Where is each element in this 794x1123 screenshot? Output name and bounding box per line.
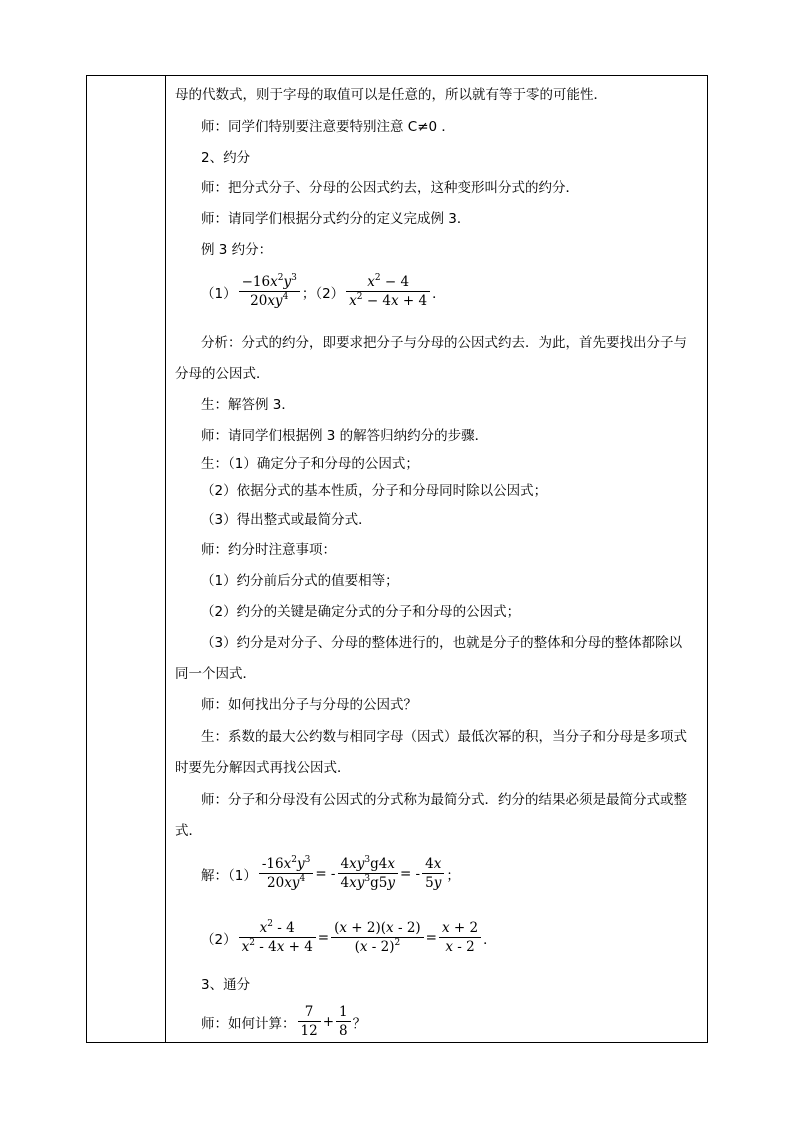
fraction: $\frac{-16x^2y^3}{20xy^4}$	[239, 274, 300, 309]
text-line: 同一个因式．	[175, 666, 256, 682]
lesson-table	[86, 75, 708, 1043]
text-line: 生：解答例 3．	[201, 397, 295, 413]
solution-1-formula: 解：（1） $\frac{-16x^2y^3}{20xy^4}$ = - $\frac{4xy^3g4x}{4xy^3g5y}$ = - $\frac{4x}{5y}$ ；	[201, 855, 460, 891]
text-line: 师：请同学们根据例 3 的解答归纳约分的步骤．	[201, 428, 489, 444]
text-line: 时要先分解因式再找公因式．	[175, 760, 351, 776]
fraction: $\frac{-16x^2y^3}{20xy^4}$	[259, 856, 313, 891]
text-line: 师：把分式分子、分母的公因式约去，这种变形叫分式的约分．	[201, 180, 579, 196]
item-number: （1）	[201, 285, 237, 302]
section-heading: 3、通分	[201, 977, 251, 993]
text-line: 式．	[175, 823, 202, 839]
punctuation: ？	[352, 1015, 367, 1032]
example-label: 例 3 约分：	[201, 242, 273, 258]
text-line: 生：系数的最大公约数与相同字母（因式）最低次幂的积，当分子和分母是多项式	[201, 729, 687, 745]
text-line: 师：如何找出分子与分母的公因式？	[201, 697, 417, 713]
example-3-formula	[201, 274, 446, 309]
fraction: $\frac{1}{8}$	[336, 1004, 351, 1039]
text-line: 母的代数式，则于字母的取值可以是任意的，所以就有等于零的可能性．	[175, 87, 607, 103]
item-number: （2）	[201, 931, 237, 948]
text-line: （2）依据分式的基本性质，分子和分母同时除以公因式；	[201, 483, 548, 499]
fraction: $\frac{4xy^3g4x}{4xy^3g5y}$	[338, 856, 398, 891]
table-left-column	[87, 76, 166, 1042]
text-line: 生：（1）确定分子和分母的公因式；	[201, 456, 419, 472]
punctuation: ；	[446, 867, 460, 884]
text-line: （3）得出整式或最简分式．	[201, 512, 372, 528]
text-line: 分母的公因式．	[175, 366, 270, 382]
fraction: $\frac{x^2 - 4}{x^2 - 4x + 4}$	[239, 920, 316, 955]
fraction: $\frac{x^2 - 4}{x^2 - 4x + 4}$	[346, 274, 430, 309]
text-line: 师：约分时注意事项：	[201, 542, 336, 558]
text-line: （3）约分是对分子、分母的整体进行的，也就是分子的整体和分母的整体都除以	[201, 635, 683, 651]
item-number: ；（2）	[301, 285, 345, 302]
fraction: $\frac{4x}{5y}$	[422, 856, 444, 891]
punctuation: ．	[432, 285, 446, 302]
text-line: 分析：分式的约分，即要求把分子与分母的公因式约去．为此，首先要找出分子与	[201, 335, 687, 351]
question-label: 师：如何计算：	[201, 1015, 296, 1032]
solution-2-formula: （2） $\frac{x^2 - 4}{x^2 - 4x + 4}$ = $\frac{(x + 2)(x - 2)}{(x - 2)^2}$ = $\frac{x + 2}{x - 2}$ ．	[201, 919, 497, 955]
text-line: 师：分子和分母没有公因式的分式称为最简分式．约分的结果必须是最简分式或整	[201, 792, 687, 808]
table-content-cell	[167, 76, 707, 1042]
punctuation: ．	[483, 931, 497, 948]
text-line: 师：请同学们根据分式约分的定义完成例 3．	[201, 211, 471, 227]
fraction: $\frac{7}{12}$	[298, 1004, 321, 1039]
text-line: （1）约分前后分式的值要相等；	[201, 573, 399, 589]
solution-label: 解：（1）	[201, 867, 257, 884]
text-line: （2）约分的关键是确定分式的分子和分母的公因式；	[201, 604, 521, 620]
section-heading: 2、约分	[201, 150, 251, 166]
text-line: 师：同学们特别要注意要特别注意 C≠0 ．	[201, 119, 455, 135]
question-formula: 师：如何计算： $\frac{7}{12}$ + $\frac{1}{8}$ ？	[201, 1004, 367, 1039]
fraction: $\frac{(x + 2)(x - 2)}{(x - 2)^2}$	[331, 920, 424, 955]
fraction: $\frac{x + 2}{x - 2}$	[439, 920, 481, 955]
